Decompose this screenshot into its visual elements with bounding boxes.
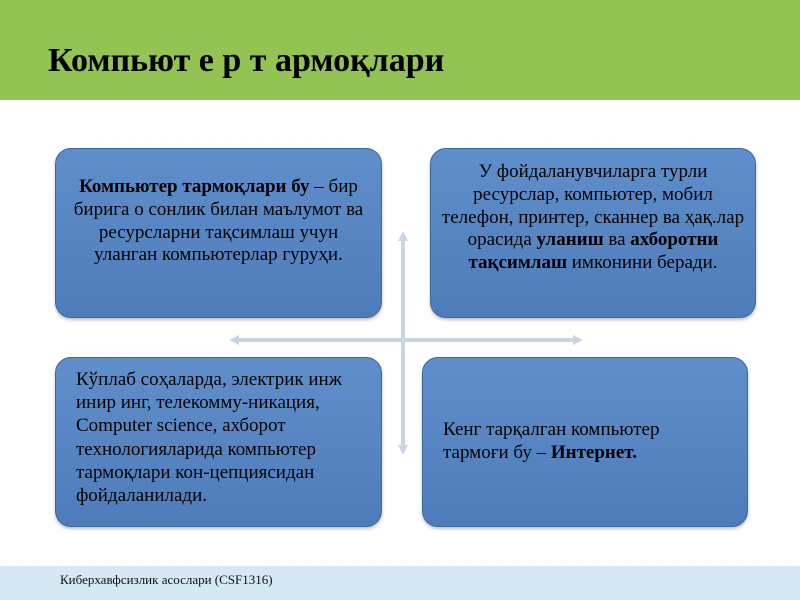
resources-box [430, 148, 756, 318]
usage-text: Кўплаб соҳаларда, электрик инж инир инг, телекомму-никация, Computer science, ахборот технологияларида компьютер тармоқлари кон-цепциясидан фойдаланилади. [76, 369, 342, 506]
resources-text-3: имконини беради. [567, 252, 718, 274]
usage-box [55, 357, 382, 527]
resources-text-1: У фойдаланувчиларга турли ресурслар, компьютер, мобил телефон, принтер, сканнер ва ҳақ.лар орасида [441, 161, 745, 251]
resources-text-2: ва [603, 229, 631, 251]
footer-text: Киберхавфсизлик асослари (CSF1316) [60, 572, 273, 587]
internet-text: Кенг тарқалган компьютер тармоғи бу – [443, 419, 660, 463]
internet-box [422, 357, 748, 527]
definition-box [55, 148, 382, 318]
resources-bold-1: уланиш [536, 229, 604, 251]
internet-bold: Интернет. [550, 442, 637, 463]
resources-bold-2: ахборотни тақсимлаш [468, 229, 719, 274]
internet-content [443, 419, 727, 465]
definition-bold: Компьютер тармоқлари бу [79, 176, 310, 197]
slide-title: Компьют е р т армоқлари [48, 42, 445, 79]
definition-text: – бир бирига о сонлик билан маълумот ва ресурсларни тақсимлаш учун уланган компьютерлар гуруҳи. [73, 176, 364, 266]
